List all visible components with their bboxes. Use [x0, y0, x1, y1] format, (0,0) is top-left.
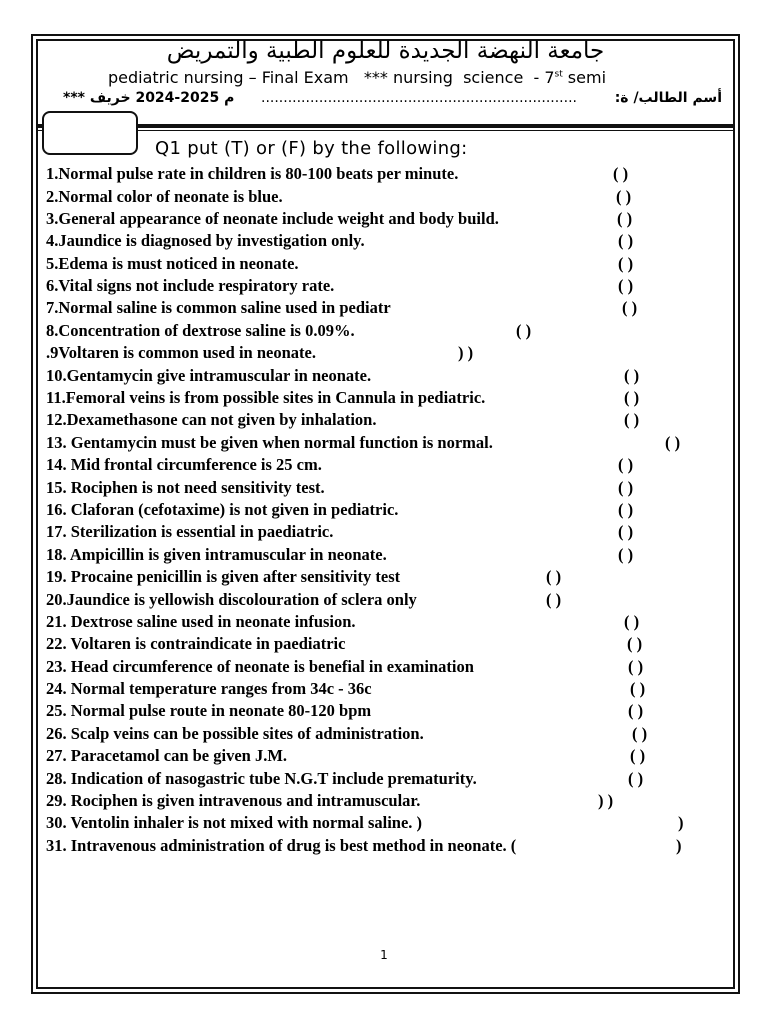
question-item: 27. Paracetamol can be given J.M. [46, 746, 288, 765]
exam-title-line [108, 68, 606, 87]
answer-blank[interactable]: ( ) [628, 701, 644, 720]
question-item: 30. Ventolin inhaler is not mixed with normal saline. ) [46, 813, 423, 832]
question-item: 2.Normal color of neonate is blue. [46, 187, 283, 206]
answer-blank[interactable]: ( ) [628, 769, 644, 788]
academic-term [63, 90, 234, 106]
answer-blank[interactable]: ( ) [613, 164, 629, 183]
question-item: 15. Rociphen is not need sensitivity test. [46, 478, 325, 497]
header-divider-thin [36, 130, 735, 131]
answer-blank[interactable]: ( ) [616, 187, 632, 206]
question-item: 12.Dexamethasone can not given by inhalation. [46, 410, 377, 429]
question-item: 16. Claforan (cefotaxime) is not given in pediatric. [46, 500, 399, 519]
answer-blank[interactable]: ( ) [618, 254, 634, 273]
question-title: Q1 put (T) or (F) by the following: [155, 138, 468, 159]
answer-blank[interactable]: ( ) [624, 410, 640, 429]
question-item: 25. Normal pulse route in neonate 80-120 bpm [46, 701, 372, 720]
question-item: 10.Gentamycin give intramuscular in neonate. [46, 366, 372, 385]
answer-blank[interactable]: ( ) [630, 746, 646, 765]
question-item: 22. Voltaren is contraindicate in paediatric [46, 634, 346, 653]
answer-blank[interactable]: ( ) [546, 567, 562, 586]
answer-blank[interactable]: ( ) [618, 231, 634, 250]
question-item: .9Voltaren is common used in neonate. [46, 343, 316, 362]
exam-title-end: semi [562, 68, 607, 87]
answer-blank[interactable]: ( ) [618, 478, 634, 497]
header-divider-thick [36, 124, 735, 128]
semester-ordinal-suffix: st [554, 69, 563, 80]
answer-blank[interactable]: ( ) [618, 455, 634, 474]
question-item: 8.Concentration of dextrose saline is 0.09%. [46, 321, 355, 340]
question-item: 19. Procaine penicillin is given after sensitivity test [46, 567, 401, 586]
question-item: 31. Intravenous administration of drug is best method in neonate. ( [46, 836, 517, 855]
question-item: 26. Scalp veins can be possible sites of administration. [46, 724, 424, 743]
question-item: 11.Femoral veins is from possible sites in Cannula in pediatric. [46, 388, 486, 407]
answer-blank[interactable]: ) [676, 836, 682, 855]
question-item: 18. Ampicillin is given intramuscular in neonate. [46, 545, 387, 564]
student-name-label: أسم الطالب/ ة: [614, 90, 722, 106]
answer-blank[interactable]: ( ) [624, 388, 640, 407]
question-item: 29. Rociphen is given intravenous and intramuscular. [46, 791, 421, 810]
score-box[interactable] [42, 111, 138, 155]
answer-blank[interactable]: ( ) [618, 276, 634, 295]
answer-blank[interactable]: ( ) [617, 209, 633, 228]
term-years: 2024-2025 خريف *** [63, 90, 220, 106]
answer-blank[interactable]: ( ) [618, 522, 634, 541]
answer-blank[interactable]: ( ) [618, 545, 634, 564]
question-item: 24. Normal temperature ranges from 34c - 36c [46, 679, 372, 698]
answer-blank[interactable]: ( ) [624, 366, 640, 385]
question-item: 20.Jaundice is yellowish discolouration of sclera only [46, 590, 417, 609]
answer-blank[interactable]: ( ) [627, 634, 643, 653]
question-item: 21. Dextrose saline used in neonate infusion. [46, 612, 356, 631]
question-item: 6.Vital signs not include respiratory rate. [46, 276, 335, 295]
answer-blank[interactable]: ) ) [598, 791, 614, 810]
answer-blank[interactable]: ( ) [665, 433, 681, 452]
question-item: 13. Gentamycin must be given when normal function is normal. [46, 433, 493, 452]
university-name: جامعة النهضة الجديدة للعلوم الطبية والتمريض [166, 38, 605, 64]
answer-blank[interactable]: ( ) [516, 321, 532, 340]
question-item: 7.Normal saline is common saline used in pediatr [46, 298, 391, 317]
question-item: 3.General appearance of neonate include weight and body build. [46, 209, 499, 228]
question-item: 23. Head circumference of neonate is benefial in examination [46, 657, 474, 676]
answer-blank[interactable]: ) [678, 813, 684, 832]
answer-blank[interactable]: ) ) [458, 343, 474, 362]
question-item: 5.Edema is must noticed in neonate. [46, 254, 299, 273]
answer-blank[interactable]: ( ) [630, 679, 646, 698]
student-name-line [63, 90, 722, 110]
answer-blank[interactable]: ( ) [628, 657, 644, 676]
answer-blank[interactable]: ( ) [618, 500, 634, 519]
question-item: 4.Jaundice is diagnosed by investigation only. [46, 231, 365, 250]
question-item: 28. Indication of nasogastric tube N.G.T include prematurity. [46, 769, 477, 788]
answer-blank[interactable]: ( ) [546, 590, 562, 609]
question-item: 14. Mid frontal circumference is 25 cm. [46, 455, 322, 474]
answer-blank[interactable]: ( ) [632, 724, 648, 743]
student-name-field[interactable]: ....................................................................... [261, 90, 577, 106]
exam-title-main: pediatric nursing – Final Exam *** nursing science - 7 [108, 68, 555, 87]
page-number: 1 [380, 948, 388, 962]
answer-blank[interactable]: ( ) [622, 298, 638, 317]
question-item: 1.Normal pulse rate in children is 80-100 beats per minute. [46, 164, 459, 183]
question-item: 17. Sterilization is essential in paediatric. [46, 522, 334, 541]
answer-blank[interactable]: ( ) [624, 612, 640, 631]
term-suffix: م [224, 90, 235, 106]
